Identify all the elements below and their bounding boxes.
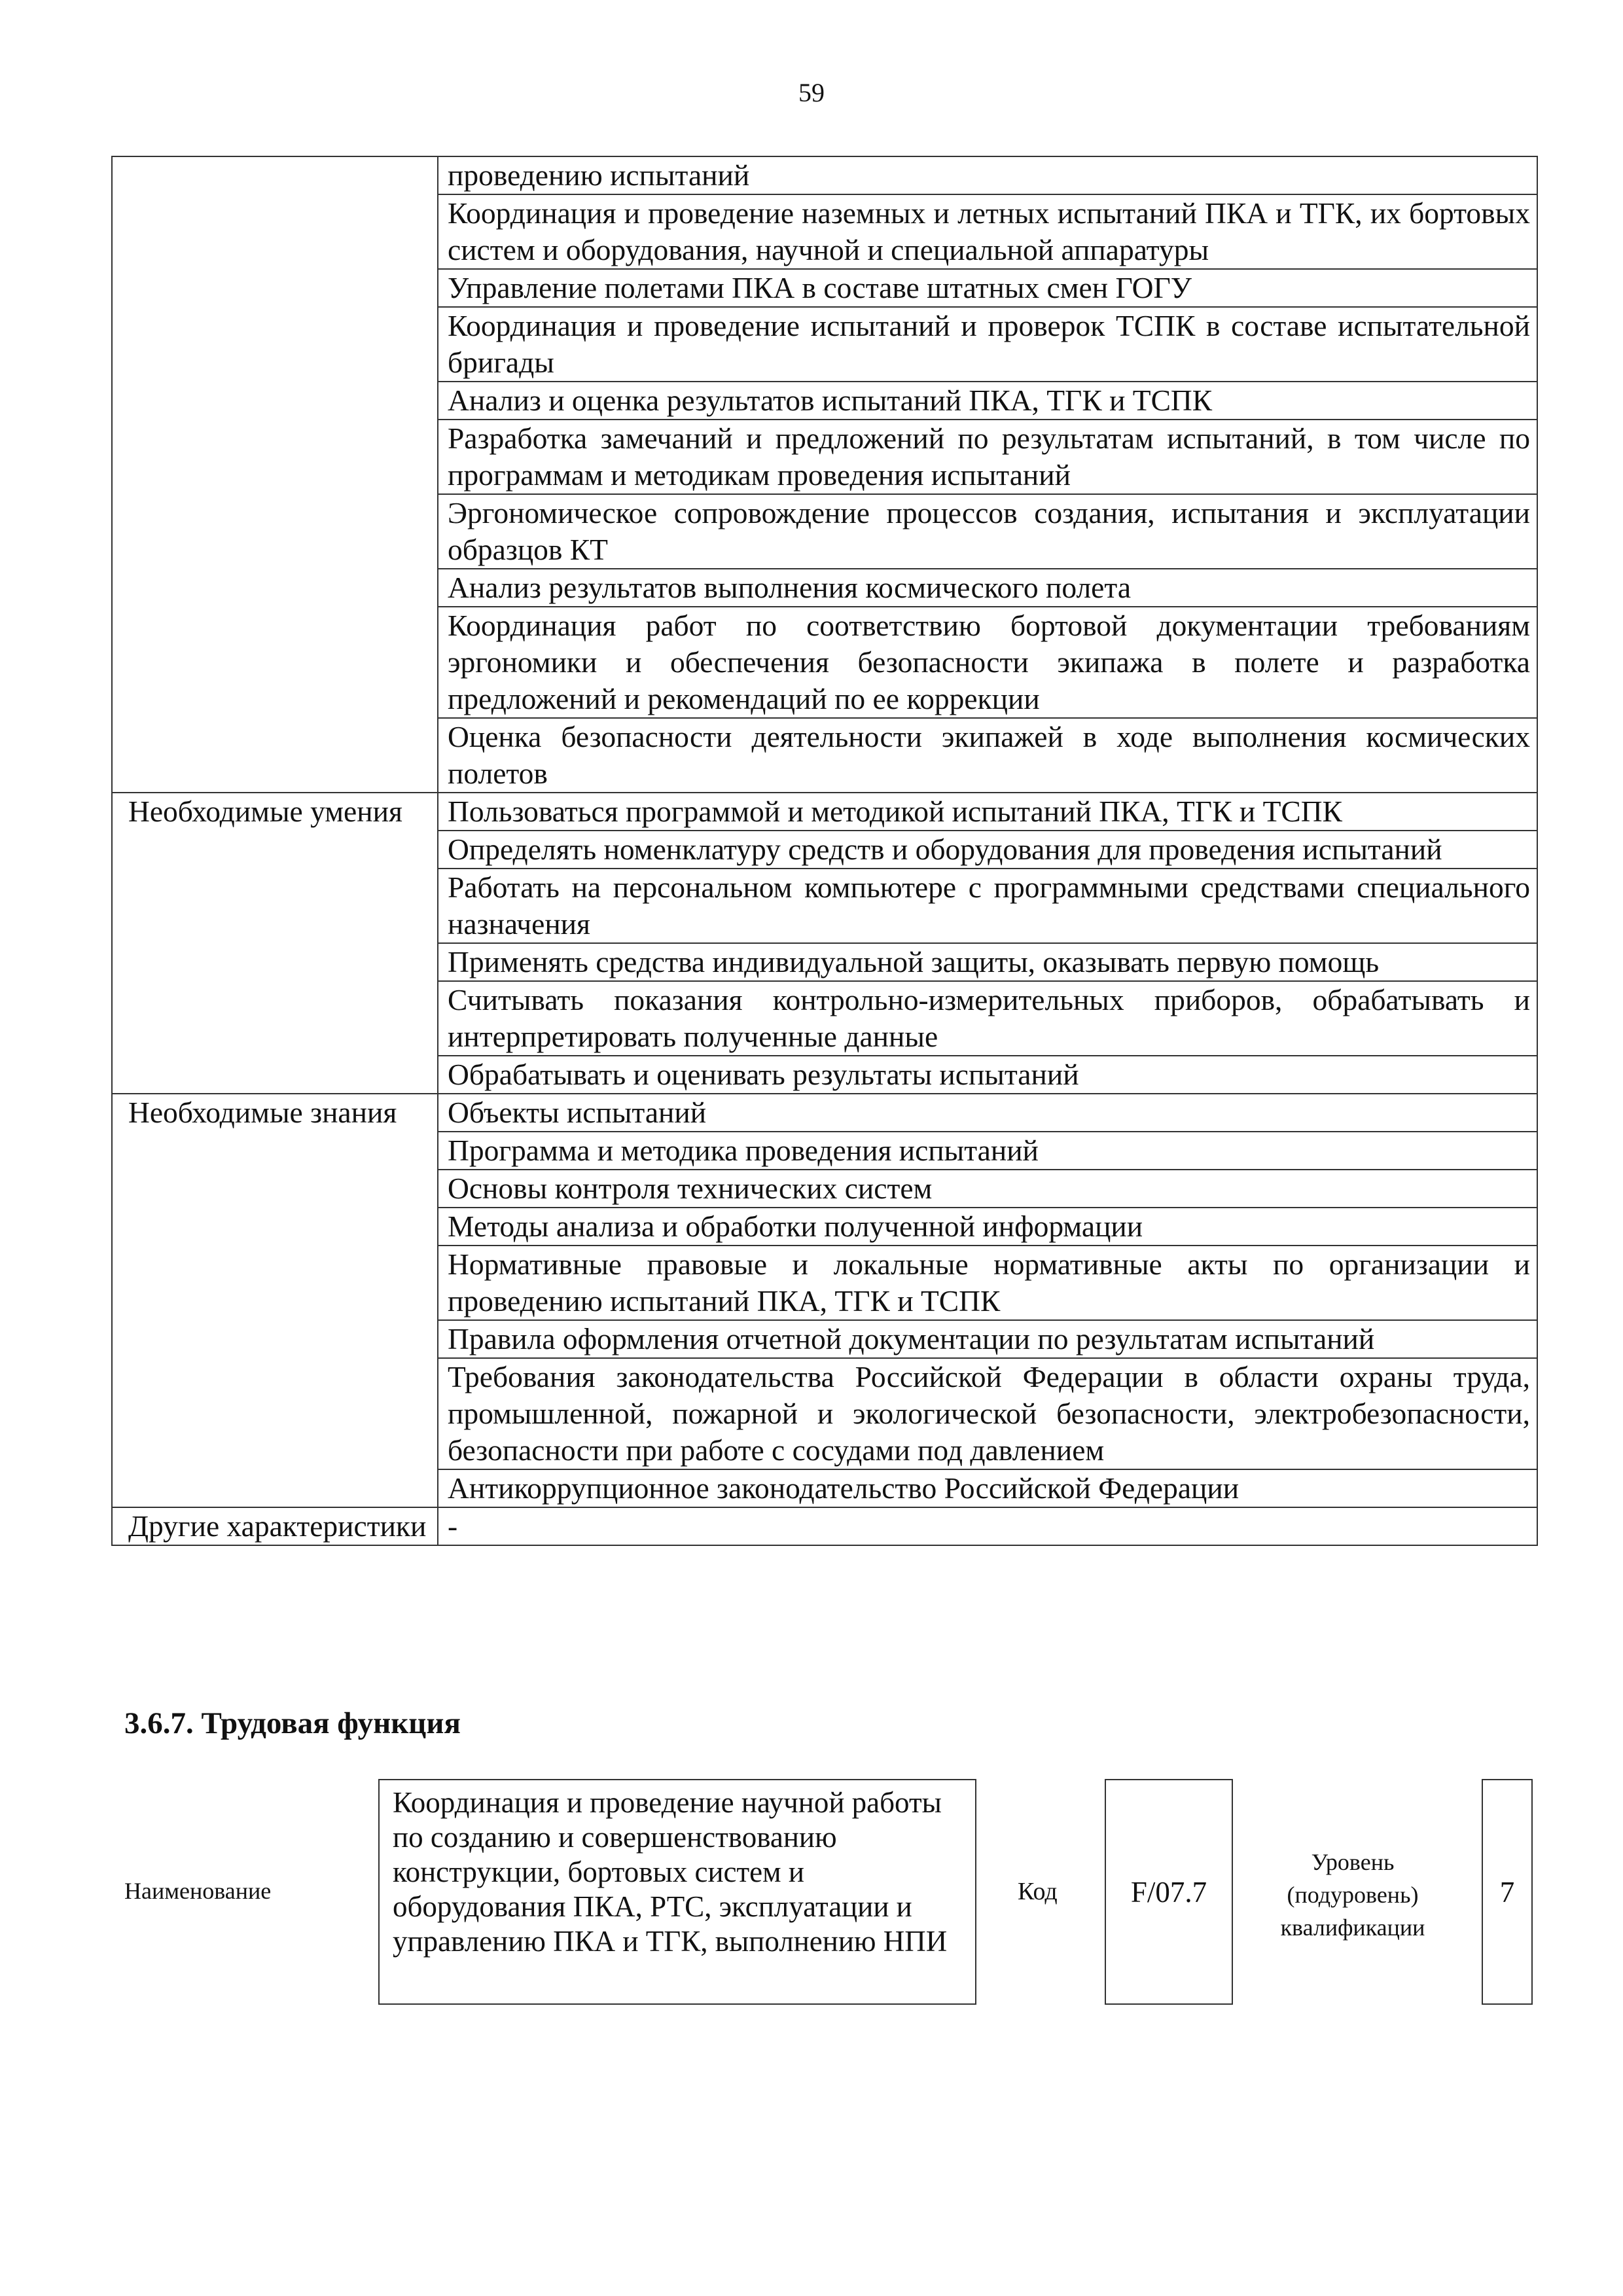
table-cell: Работать на персональном компьютере с программными средствами специального назначения: [438, 869, 1537, 943]
table-cell: Координация работ по соответствию бортовой документации требованиям эргономики и обеспечения безопасности экипажа в полете и разработка предложений и рекомендаций по ее коррекции: [438, 607, 1537, 718]
qualification-level-label: Уровень (подуровень) квалификации: [1280, 1849, 1425, 1941]
table-cell: Применять средства индивидуальной защиты, оказывать первую помощь: [438, 943, 1537, 981]
table-cell: Анализ и оценка результатов испытаний ПКА, ТГК и ТСПК: [438, 382, 1537, 420]
table-cell: Оценка безопасности деятельности экипажей в ходе выполнения космических полетов: [438, 718, 1537, 793]
table-cell: Программа и методика проведения испытаний: [438, 1132, 1537, 1170]
row-group-label: Необходимые умения: [112, 793, 438, 1094]
requirements-table: [111, 156, 1538, 1546]
table-cell: Объекты испытаний: [438, 1094, 1537, 1132]
table-cell: Основы контроля технических систем: [438, 1170, 1537, 1208]
row-group-label: Необходимые знания: [112, 1094, 438, 1507]
function-name-label: Наименование: [124, 1878, 272, 1904]
row-group-label: [112, 156, 438, 793]
table-cell: -: [438, 1507, 1537, 1545]
table-cell: Координация и проведение наземных и летных испытаний ПКА и ТГК, их бортовых систем и оборудования, научной и специальной аппаратуры: [438, 194, 1537, 269]
table-row: [112, 1094, 1537, 1132]
section-heading: 3.6.7. Трудовая функция: [124, 1706, 461, 1740]
page-number: 59: [798, 78, 825, 107]
table-cell: Требования законодательства Российской Федерации в области охраны труда, промышленной, пожарной и экологической безопасности, электробезопасности, безопасности при работе с сосудами под давлением: [438, 1358, 1537, 1469]
table-cell: Обрабатывать и оценивать результаты испытаний: [438, 1056, 1537, 1094]
code-label: Код: [1018, 1878, 1058, 1905]
table-cell: Координация и проведение испытаний и проверок ТСПК в составе испытательной бригады: [438, 307, 1537, 382]
table-cell: Эргономическое сопровождение процессов создания, испытания и эксплуатации образцов КТ: [438, 494, 1537, 569]
table-cell: Пользоваться программой и методикой испытаний ПКА, ТГК и ТСПК: [438, 793, 1537, 831]
table-cell: Правила оформления отчетной документации по результатам испытаний: [438, 1320, 1537, 1358]
table-cell: Анализ результатов выполнения космического полета: [438, 569, 1537, 607]
qualification-level-box: 7: [1482, 1779, 1533, 2005]
row-group-label: Другие характеристики: [112, 1507, 438, 1545]
table-cell: Методы анализа и обработки полученной информации: [438, 1208, 1537, 1246]
table-cell: Антикоррупционное законодательство Российской Федерации: [438, 1469, 1537, 1507]
table-cell: Разработка замечаний и предложений по результатам испытаний, в том числе по программам и методикам проведения испытаний: [438, 420, 1537, 494]
table-cell: Считывать показания контрольно-измерительных приборов, обрабатывать и интерпретировать полученные данные: [438, 981, 1537, 1056]
table-cell: Управление полетами ПКА в составе штатных смен ГОГУ: [438, 269, 1537, 307]
requirements-table-body: [112, 156, 1537, 1545]
table-cell: Нормативные правовые и локальные нормативные акты по организации и проведению испытаний ПКА, ТГК и ТСПК: [438, 1246, 1537, 1320]
table-row: [112, 156, 1537, 194]
code-value-box: F/07.7: [1105, 1779, 1233, 2005]
table-row: [112, 1507, 1537, 1545]
table-cell: Определять номенклатуру средств и оборудования для проведения испытаний: [438, 831, 1537, 869]
function-name-box: Координация и проведение научной работы по созданию и совершенствованию конструкции, бортовых систем и оборудования ПКА, РТС, эксплуатации и управлению ПКА и ТГК, выполнению НПИ: [378, 1779, 976, 2005]
table-row: [112, 793, 1537, 831]
table-cell: проведению испытаний: [438, 156, 1537, 194]
